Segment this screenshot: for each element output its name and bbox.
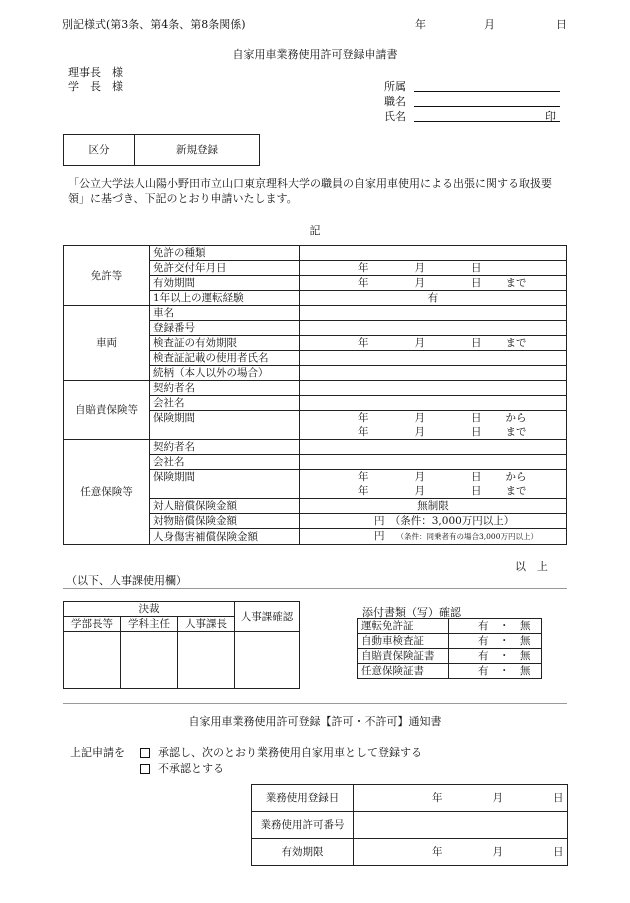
table-row xyxy=(64,381,567,396)
bodily-field[interactable]: 無制限 xyxy=(300,499,567,514)
checkbox-reject[interactable] xyxy=(140,764,150,774)
notice-title: 自家用車業務使用許可登録【許可・不許可】通知書 xyxy=(188,715,442,728)
m-mark: 月 xyxy=(414,412,425,424)
attach-name: 自賠責保険証書 xyxy=(358,649,449,664)
relation-field[interactable] xyxy=(300,366,567,381)
row-label: 免許の種類 xyxy=(150,246,300,261)
category-value[interactable]: 新規登録 xyxy=(135,135,260,166)
row-label: 対物賠償保険金額 xyxy=(150,514,300,529)
table-row xyxy=(358,634,542,649)
row-label: 1年以上の運転経験 xyxy=(150,291,300,306)
from-mark: から xyxy=(505,471,527,483)
attach-check[interactable] xyxy=(449,619,542,634)
inspect-valid-field[interactable] xyxy=(300,336,567,351)
dept-field[interactable] xyxy=(414,78,560,92)
row-label: 保険期間 xyxy=(150,411,300,440)
m-mark: 月 xyxy=(414,426,425,438)
category-label: 区分 xyxy=(64,135,135,166)
notice-lead: 上記申請を xyxy=(70,746,125,759)
no: 無 xyxy=(520,665,531,677)
row-label: 車名 xyxy=(150,306,300,321)
approval-table xyxy=(63,601,300,689)
confirm-head: 人事課確認 xyxy=(235,602,300,632)
voluntary-period-from[interactable] xyxy=(300,470,567,485)
approve-label: 承認し、次のとおり業務使用自家用車として登録する xyxy=(158,746,422,759)
yes: 有 xyxy=(478,665,489,677)
date-month: 月 xyxy=(484,18,495,31)
table-row xyxy=(358,619,542,634)
dot: ・ xyxy=(499,665,510,677)
valid-field[interactable] xyxy=(354,839,568,866)
reject-label: 不承認とする xyxy=(158,762,224,775)
row-label: 会社名 xyxy=(150,455,300,470)
voluntary-company-field[interactable] xyxy=(300,455,567,470)
category-table xyxy=(63,134,260,166)
y-mark: 年 xyxy=(432,792,443,804)
attach-name: 自動車検査証 xyxy=(358,634,449,649)
from-mark: から xyxy=(505,412,527,424)
dot: ・ xyxy=(499,635,510,647)
intro-text: 「公立大学法人山陽小野田市立山口東京理科大学の職員の自家用車使用による出張に関する取扱要領」に基づき、下記のとおり申請いたします。 xyxy=(68,177,552,205)
d-mark: 日 xyxy=(553,846,564,858)
stamp-dean[interactable] xyxy=(64,632,121,689)
until-mark: まで xyxy=(505,277,527,289)
dot: ・ xyxy=(499,620,510,632)
d-mark: 日 xyxy=(471,485,482,497)
permit-no-field[interactable] xyxy=(354,812,568,839)
addressee-chairman: 理事長 様 xyxy=(68,66,123,79)
permit-no-label: 業務使用許可番号 xyxy=(252,812,354,839)
m-mark: 月 xyxy=(414,471,425,483)
until-mark: まで xyxy=(505,485,527,497)
row-label: 検査証記載の使用者氏名 xyxy=(150,351,300,366)
yes: 有 xyxy=(478,650,489,662)
y-mark: 年 xyxy=(358,262,369,274)
license-date-field[interactable] xyxy=(300,261,567,276)
attach-check[interactable] xyxy=(449,664,542,679)
stamp-confirm[interactable] xyxy=(235,632,300,689)
section-license: 免許等 xyxy=(64,246,150,306)
attachments-table xyxy=(357,618,542,679)
m-mark: 月 xyxy=(492,792,503,804)
no: 無 xyxy=(520,635,531,647)
experience-field[interactable]: 有 xyxy=(300,291,567,306)
row-label: 登録番号 xyxy=(150,321,300,336)
seal-mark: 印 xyxy=(545,110,556,123)
table-row xyxy=(358,649,542,664)
ki-mark: 記 xyxy=(309,224,321,237)
row-label: 人身傷害補償保険金額 xyxy=(150,529,300,545)
injury-field[interactable] xyxy=(300,529,567,545)
y-mark: 年 xyxy=(358,277,369,289)
y-mark: 年 xyxy=(358,412,369,424)
license-type-field[interactable] xyxy=(300,246,567,261)
until-mark: まで xyxy=(505,337,527,349)
row-label: 対人賠償保険金額 xyxy=(150,499,300,514)
d-mark: 日 xyxy=(471,262,482,274)
reg-date-label: 業務使用登録日 xyxy=(252,785,354,812)
attach-name: 任意保険証書 xyxy=(358,664,449,679)
approve-option[interactable] xyxy=(140,744,422,760)
y-mark: 年 xyxy=(358,471,369,483)
m-mark: 月 xyxy=(414,277,425,289)
yes: 有 xyxy=(478,620,489,632)
d-mark: 日 xyxy=(471,426,482,438)
attachments-title: 添付書類（写）確認 xyxy=(362,606,461,619)
reg-date-field[interactable] xyxy=(354,785,568,812)
compulsory-period-from[interactable] xyxy=(300,411,567,426)
row-label: 続柄（本人以外の場合） xyxy=(150,366,300,381)
end-mark: 以 上 xyxy=(515,560,548,573)
attach-check[interactable] xyxy=(449,634,542,649)
car-name-field[interactable] xyxy=(300,306,567,321)
table-row xyxy=(252,812,568,839)
row-label: 有効期間 xyxy=(150,276,300,291)
stamp-chief[interactable] xyxy=(121,632,178,689)
row-label: 免許交付年月日 xyxy=(150,261,300,276)
table-row xyxy=(64,306,567,321)
col-hr-manager: 人事課長 xyxy=(178,617,235,632)
divider xyxy=(63,703,567,704)
col-dean: 学部長等 xyxy=(64,617,121,632)
row-label: 会社名 xyxy=(150,396,300,411)
yes: 有 xyxy=(478,635,489,647)
m-mark: 月 xyxy=(414,262,425,274)
compulsory-company-field[interactable] xyxy=(300,396,567,411)
job-title-field[interactable] xyxy=(414,93,560,107)
injury-value: 円 xyxy=(374,530,385,542)
table-row xyxy=(64,246,567,261)
y-mark: 年 xyxy=(358,485,369,497)
compulsory-period-to[interactable] xyxy=(300,425,567,440)
reg-no-field[interactable] xyxy=(300,321,567,336)
date-day: 日 xyxy=(556,18,567,31)
property-field[interactable] xyxy=(300,514,567,529)
m-mark: 月 xyxy=(414,485,425,497)
valid-label: 有効期限 xyxy=(252,839,354,866)
attach-name: 運転免許証 xyxy=(358,619,449,634)
application-table xyxy=(63,245,567,545)
no: 無 xyxy=(520,620,531,632)
m-mark: 月 xyxy=(414,337,425,349)
approval-head: 決裁 xyxy=(64,602,235,617)
row-label: 保険期間 xyxy=(150,470,300,499)
form-title: 自家用車業務使用許可登録申請書 xyxy=(232,48,398,61)
y-mark: 年 xyxy=(358,426,369,438)
compulsory-holder-field[interactable] xyxy=(300,381,567,396)
row-label: 検査証の有効期限 xyxy=(150,336,300,351)
section-vehicle: 車両 xyxy=(64,306,150,381)
reject-option[interactable] xyxy=(140,760,224,776)
d-mark: 日 xyxy=(471,412,482,424)
divider xyxy=(63,588,567,589)
d-mark: 日 xyxy=(471,337,482,349)
row-label: 契約者名 xyxy=(150,381,300,396)
injury-note: （条件：同乗者有の場合3,000万円以上） xyxy=(396,532,538,541)
dept-label: 所属 xyxy=(384,80,406,93)
addressee-president: 学 長 様 xyxy=(68,80,123,93)
d-mark: 日 xyxy=(553,792,564,804)
voluntary-holder-field[interactable] xyxy=(300,440,567,455)
dot: ・ xyxy=(499,650,510,662)
license-valid-field[interactable] xyxy=(300,276,567,291)
table-row xyxy=(64,440,567,455)
section-compulsory: 自賠責保険等 xyxy=(64,381,150,440)
property-value: 円 （条件：3,000万円以上） xyxy=(374,515,515,527)
d-mark: 日 xyxy=(471,277,482,289)
notice-table xyxy=(251,784,568,866)
table-row xyxy=(252,839,568,866)
no: 無 xyxy=(520,650,531,662)
y-mark: 年 xyxy=(432,846,443,858)
date-year: 年 xyxy=(415,18,426,31)
row-label: 契約者名 xyxy=(150,440,300,455)
name-label: 氏名 xyxy=(384,110,406,123)
table-row xyxy=(358,664,542,679)
title-label: 職名 xyxy=(384,95,406,108)
table-row xyxy=(252,785,568,812)
attach-check[interactable] xyxy=(449,649,542,664)
y-mark: 年 xyxy=(358,337,369,349)
col-chief: 学科主任 xyxy=(121,617,178,632)
inspect-user-field[interactable] xyxy=(300,351,567,366)
section-voluntary: 任意保険等 xyxy=(64,440,150,545)
checkbox-approve[interactable] xyxy=(140,748,150,758)
form-reference: 別記様式(第3条、第4条、第8条関係) xyxy=(62,18,246,31)
hr-note: （以下、人事課使用欄） xyxy=(66,574,187,587)
voluntary-period-to[interactable] xyxy=(300,484,567,499)
name-field[interactable] xyxy=(414,108,560,122)
m-mark: 月 xyxy=(492,846,503,858)
stamp-hr-manager[interactable] xyxy=(178,632,235,689)
d-mark: 日 xyxy=(471,471,482,483)
until-mark: まで xyxy=(505,426,527,438)
